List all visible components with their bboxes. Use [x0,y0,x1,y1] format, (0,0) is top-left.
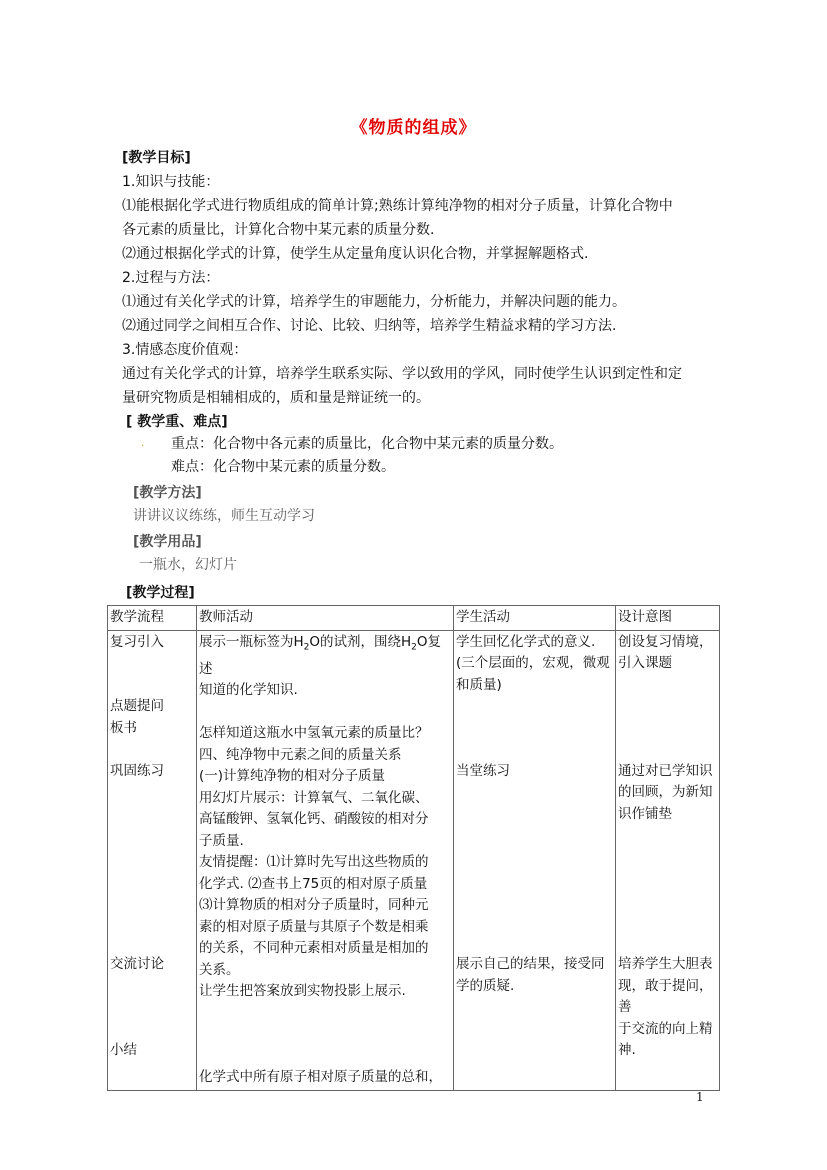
student-text: 学生回忆化学式的意义. [456,633,596,650]
teacher-text: (一)计算纯净物的相对分子质量 [199,768,386,785]
materials-heading: [教学用品] [133,534,202,550]
flow-cell: 小结 [110,1042,137,1058]
knowledge-item-1a: ⑴能根据化学式进行物质组成的简单计算;熟练计算纯净物的相对分子质量，计算化合物中 [122,198,673,214]
intent-text: 的回顾，为新知 [618,784,713,800]
emotion-heading: 3.情感态度价值观： [122,342,248,358]
student-text: 和质量) [456,676,502,693]
teacher-text: 怎样知道这瓶水中氢氧元素的质量比？ [199,725,429,742]
teacher-text: ⑶计算物质的相对分子质量时，同种元 [199,897,429,914]
teacher-text: 的关系，不同种元素相对质量是相加的 [199,940,429,957]
teacher-text: 四、纯净物中元素之间的质量关系 [199,746,402,763]
teacher-text: 展示一瓶标签为$H_2O$的试剂，围绕$H_2O$复述 [199,633,442,677]
bullet-dot: . [141,438,145,449]
flow-cell: 点题提问 [110,698,164,714]
procedure-table [107,605,720,1091]
emotion-text-b: 量研究物质是相辅相成的，质和量是辩证统一的。 [122,390,430,406]
student-text: 展示自己的结果，接受同 [456,956,605,972]
flow-cell: 板书 [110,719,137,736]
knowledge-item-2: ⑵通过根据化学式的计算，使学生从定量角度认识化合物，并掌握解题格式. [122,246,589,262]
intent-text: 通过对已学知识 [618,762,713,779]
teacher-text: 化学式中所有原子相对原子质量的总和， [199,1069,442,1086]
student-text: (三个层面的，宏观，微观 [456,655,610,671]
table-row [108,630,720,1090]
teacher-text: 让学生把答案放到实物投影上展示. [199,983,406,1000]
process-heading: 2.过程与方法： [122,270,220,286]
header-student: 学生活动 [454,606,616,631]
teacher-text: 化学式. ⑵查书上75页的相对原子质量 [199,875,428,892]
knowledge-item-1b: 各元素的质量比，计算化合物中某元素的质量分数. [122,222,435,238]
teacher-text: 友情提醒：⑴计算时先写出这些物质的 [199,854,429,871]
method-heading: [教学方法] [133,485,202,501]
process-item-1: ⑴通过有关化学式的计算，培养学生的审题能力，分析能力，并解决问题的能力。 [122,294,626,310]
flow-cell: 复习引入 [110,633,164,650]
teacher-text: 知道的化学知识. [199,682,298,699]
method-text: 讲讲议议练练，师生互动学习 [133,508,315,524]
difficult-point: 难点：化合物中某元素的质量分数。 [171,459,395,475]
procedure-heading: [教学过程] [126,585,195,601]
intent-text: 神. [618,1042,636,1058]
objectives-heading: [教学目标] [122,150,191,166]
method-block [133,482,315,576]
student-text: 学的质疑. [456,977,515,994]
process-item-2: ⑵通过同学之间相互合作、讨论、比较、归纳等，培养学生精益求精的学习方法. [122,318,617,334]
header-intent: 设计意图 [616,606,720,631]
flow-cell: 交流讨论 [110,956,164,972]
page-number: 1 [696,1090,704,1104]
student-text: 当堂练习 [456,762,510,779]
page-title: 《物质的组成》 [350,118,477,138]
teacher-text: 素的相对原子质量与其原子个数是相乘 [199,918,429,935]
teacher-text: 关系。 [199,961,240,978]
intent-text: 识作铺垫 [618,805,672,822]
teacher-text: 用幻灯片展示：计算氧气、二氧化碳、 [199,789,429,806]
knowledge-heading: 1.知识与技能： [122,174,220,190]
keypoints-heading: [ 教学重、难点] [126,414,228,430]
flow-cell: 巩固练习 [110,762,164,779]
intent-text: 创设复习情境， [618,633,713,650]
intent-text: 引入课题 [618,655,672,671]
emotion-text-a: 通过有关化学式的计算，培养学生联系实际、学以致用的学风，同时使学生认识到定性和定 [122,366,682,382]
intent-text: 于交流的向上精 [618,1020,713,1037]
intent-text: 培养学生大胆表 [618,956,713,972]
teacher-text: 高锰酸钾、氢氧化钙、硝酸铵的相对分 [199,811,429,828]
intent-text: 现，敢于提问，善 [618,977,713,1015]
header-flow: 教学流程 [108,606,197,631]
key-point: 重点：化合物中各元素的质量比，化合物中某元素的质量分数。 [171,436,563,452]
header-teacher: 教师活动 [197,606,454,631]
materials-text: 一瓶水，幻灯片 [139,557,237,573]
table-header-row [108,606,720,631]
teacher-text: 子质量. [199,832,244,849]
